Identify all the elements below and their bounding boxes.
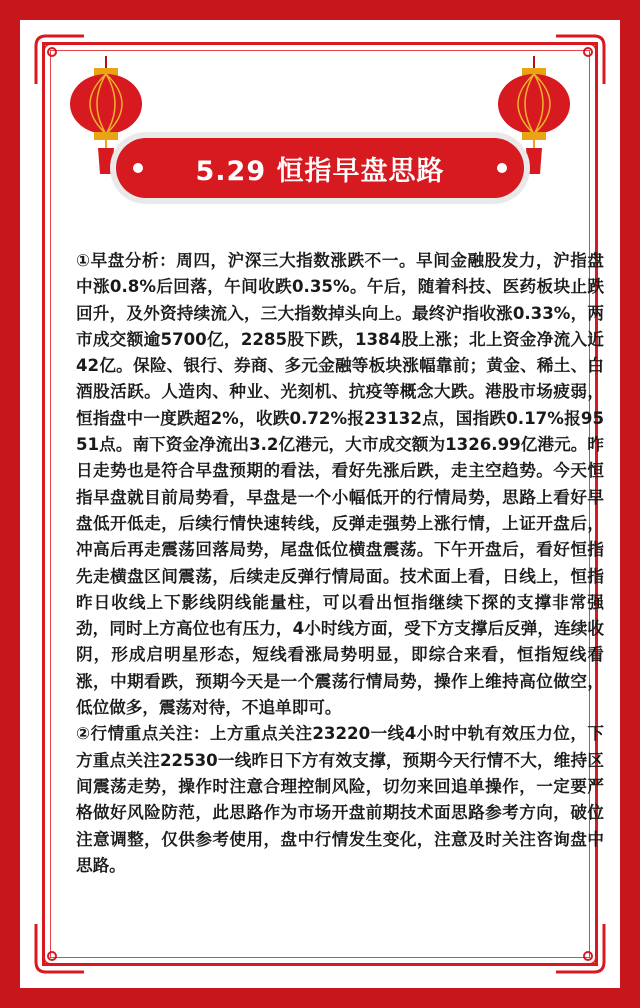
paragraph-key-levels: ②行情重点关注：上方重点关注23220一线4小时中轨有效压力位，下方重点关注22530一线昨日下方有效支撑，预期今天行情不大，维持区间震荡走势，操作时注意合理控制风险，切勿来回追单操作，一定要严格做好风险防范，此思路作为市场开盘前期技术面思路参考方向，破位注意调整，仅供参考使用，盘中行情发生变化，注意及时关注咨询盘中思路。	[76, 724, 604, 875]
poster-card	[20, 20, 620, 988]
corner-ornament-icon	[32, 920, 88, 976]
page-title: 5.29 恒指早盘思路	[195, 155, 445, 187]
paragraph-analysis: ①早盘分析：周四，沪深三大指数涨跌不一。早间金融股发力，沪指盘中涨0.8%后回落，午间收跌0.35%。午后，随着科技、医药板块止跌回升，及外资持续流入，三大指数掉头向上。最终沪指收涨0.33%，两市成交额逾5700亿，2285股下跌，1384股上涨；北上资金净流入近42亿。保险、银行、券商、多元金融等板块涨幅靠前；黄金、稀土、白酒股活跃。人造肉、种业、光刻机、抗疫等概念大跌。港股市场疲弱，恒指盘中一度跌超2%，收跌0.72%报23132点，国指跌0.17%报9551点。南下资金净流出3.2亿港元，大市成交额为1326.99亿港元。昨日走势也是符合早盘预期的看法，看好先涨后跌，走主空趋势。今天恒指早盘就目前局势看，早盘是一个小幅低开的行情局势，思路上看好早盘低开低走，后续行情快速转线，反弹走强势上涨行情，上证开盘后，冲高后再走震荡回落局势，尾盘低位横盘震荡。下午开盘后，看好恒指先走横盘区间震荡，后续走反弹行情局面。技术面上看，日线上，恒指昨日收线上下影线阴线能量柱，可以看出恒指继续下探的支撑非常强劲，同时上方高位也有压力，4小时线方面，受下方支撑后反弹，连续收阴，形成启明星形态，短线看涨局势明显，即综合来看，恒指短线看涨，中期看跌，预期今天是一个震荡行情局势，操作上维持高位做空，低位做多，震荡对待，不追单即可。	[76, 251, 604, 718]
corner-ornament-icon	[552, 920, 608, 976]
article-body	[76, 248, 604, 879]
title-banner	[108, 130, 532, 206]
